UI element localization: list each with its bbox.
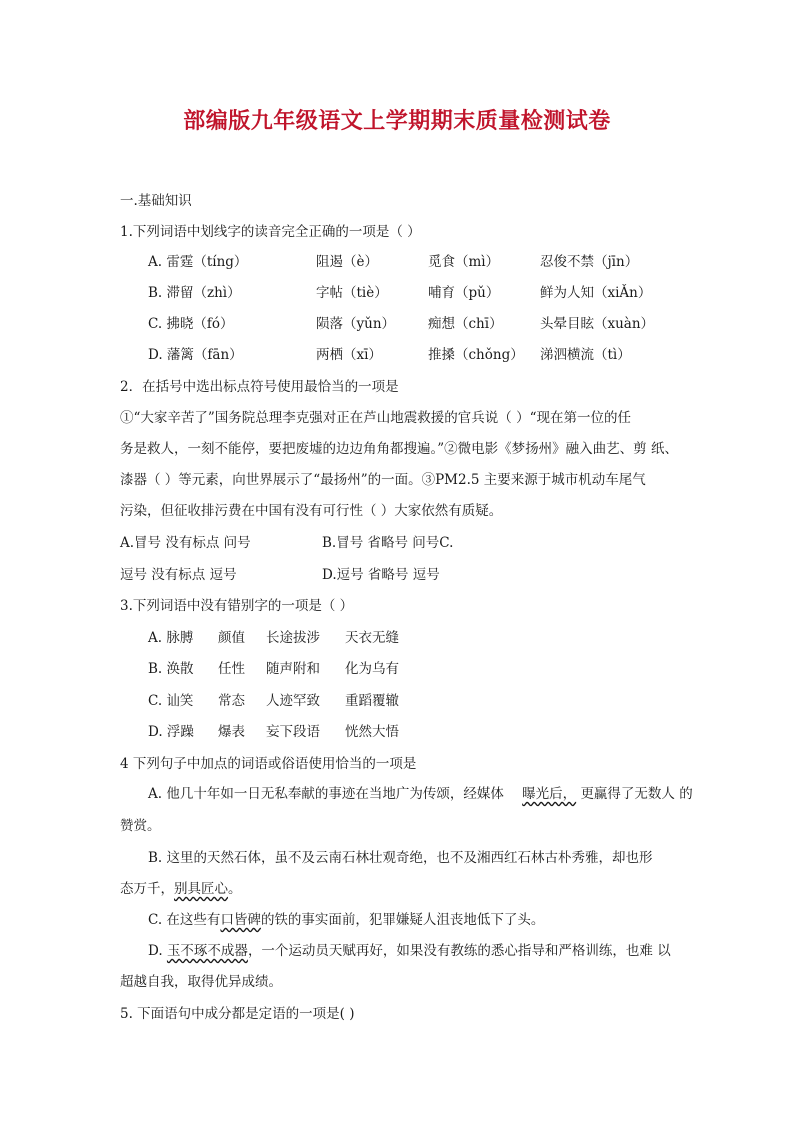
q2-option-b: B.冒号 省略号 问号C. [322, 535, 454, 551]
q3-option-b-word4: 化为乌有 [345, 661, 399, 677]
q3-option-a-word4: 天衣无缝 [345, 630, 399, 646]
q3-option-b-word1: B. 涣散 [148, 661, 194, 677]
q2-passage-line2: 务是救人，一刻不能停，要把废墟的边边角角都搜遍。”②微电影《梦扬州》融入曲艺、剪 纸、 [120, 441, 678, 457]
q3-option-b-word3: 随声附和 [266, 661, 320, 677]
q1-option-b-word1: B. 滞留（zhì） [148, 285, 241, 301]
q4-option-b-phrase: 别具匠心 [174, 881, 228, 897]
q4-option-c-text-end: 的铁的事实面前，犯罪嫌疑人沮丧地低下了头。 [260, 912, 545, 928]
q4-option-d-phrase: 玉不琢不成器 [166, 943, 248, 959]
q4-option-b-line2 [120, 877, 242, 897]
q4-option-a-line2: 赞赏。 [120, 818, 161, 834]
q4-option-b-text-end: 。 [228, 881, 242, 897]
q1-option-d-word2: 两栖（xī） [316, 347, 382, 363]
q3-option-c-word4: 重蹈覆辙 [345, 693, 399, 709]
question-3-stem: 3.下列词语中没有错别字的一项是（ ） [120, 598, 354, 614]
q4-option-c-phrase: 口皆碑 [220, 912, 261, 928]
q4-option-d-line1 [148, 939, 671, 959]
q1-option-b-word3: 哺育（pǔ） [428, 285, 500, 301]
section-heading: 一.基础知识 [120, 193, 192, 209]
q1-option-c-word2: 陨落（yǔn） [316, 316, 396, 332]
q4-option-c-line [148, 908, 544, 928]
q1-option-c-word1: C. 拂晓（fó） [148, 316, 234, 332]
question-2-stem: 2．在括号中选出标点符号使用最恰当的一项是 [120, 379, 399, 395]
q3-option-a-word1: A. 脉膊 [148, 630, 194, 646]
q3-option-d-word1: D. 浮躁 [148, 724, 194, 740]
q3-option-b-word2: 任性 [218, 661, 245, 677]
q2-option-a: A.冒号 没有标点 问号 [120, 535, 251, 551]
q4-option-a-phrase: 曝光后， [522, 786, 577, 802]
q3-option-d-word4: 恍然大悟 [345, 724, 399, 740]
q3-option-c-word3: 人迹罕致 [266, 693, 320, 709]
q4-option-a-line1 [148, 782, 693, 802]
q3-option-d-word3: 妄下段语 [266, 724, 320, 740]
q1-option-a-word1: A. 雷霆（tíng） [148, 254, 248, 270]
question-4-stem: 4 下列句子中加点的词语或俗语使用恰当的一项是 [120, 756, 417, 772]
q1-option-d-word4: 涕泗横流（tì） [540, 347, 631, 363]
q3-option-a-word2: 颜值 [218, 630, 245, 646]
q1-option-b-word4: 鲜为人知（xiǍn） [540, 285, 652, 301]
page-title: 部编版九年级语文上学期期末质量检测试卷 [183, 109, 611, 134]
q2-passage-line4: 污染，但征收排污费在中国有没有可行性（ ）大家依然有质疑。 [120, 503, 503, 519]
q1-option-c-word3: 痴想（chī） [428, 316, 503, 332]
q1-option-a-word2: 阻遏（è） [316, 254, 378, 270]
q4-option-b-text: 态万千， [120, 881, 174, 897]
q4-option-d-text: ，一个运动员天赋再好，如果没有教练的悉心指导和严格训练，也难 以 [247, 943, 671, 959]
q1-option-a-word4: 忍俊不禁（jīn） [540, 254, 639, 270]
q3-option-c-word2: 常态 [218, 693, 245, 709]
q4-option-c-text: C. 在这些有 [148, 912, 221, 928]
q4-option-b-line1: B. 这里的天然石体，虽不及云南石林壮观奇绝，也不及湘西红石林古朴秀雅，却也形 [148, 850, 653, 866]
q4-option-d-line2: 超越自我，取得优异成绩。 [120, 974, 282, 990]
q1-option-d-word3: 推搡（chǒng） [428, 347, 524, 363]
q2-option-d: D.逗号 省略号 逗号 [322, 567, 440, 583]
q1-option-a-word3: 觅食（mì） [428, 254, 500, 270]
question-1-stem: 1.下列词语中划线字的读音完全正确的一项是（ ） [120, 224, 421, 240]
q4-option-a-text-end: 更赢得了无数人 的 [580, 786, 693, 802]
q3-option-d-word2: 爆表 [218, 724, 245, 740]
q1-option-c-word4: 头晕目眩（xuàn） [540, 316, 655, 332]
q2-passage-line3: 漆器（ ）等元素，向世界展示了“最扬州”的一面。③PM2.5 主要来源于城市机动车尾气 [120, 472, 646, 488]
q1-option-b-word2: 字帖（tiè） [316, 285, 388, 301]
q1-option-d-word1: D. 藩篱（fān） [148, 347, 243, 363]
q4-option-a-text: A. 他几十年如一日无私奉献的事迹在当地广为传颂，经媒体 [148, 786, 504, 802]
q3-option-a-word3: 长途拔涉 [266, 630, 320, 646]
q3-option-c-word1: C. 讪笑 [148, 693, 194, 709]
q2-passage-line1: ①“大家辛苦了”国务院总理李克强对正在芦山地震救援的官兵说（ ）“现在第一位的任 [120, 410, 631, 426]
q2-option-c: 逗号 没有标点 逗号 [120, 567, 237, 583]
question-5-stem: 5. 下面语句中成分都是定语的一项是( ) [120, 1006, 355, 1022]
q4-option-d-label: D. [148, 943, 167, 959]
